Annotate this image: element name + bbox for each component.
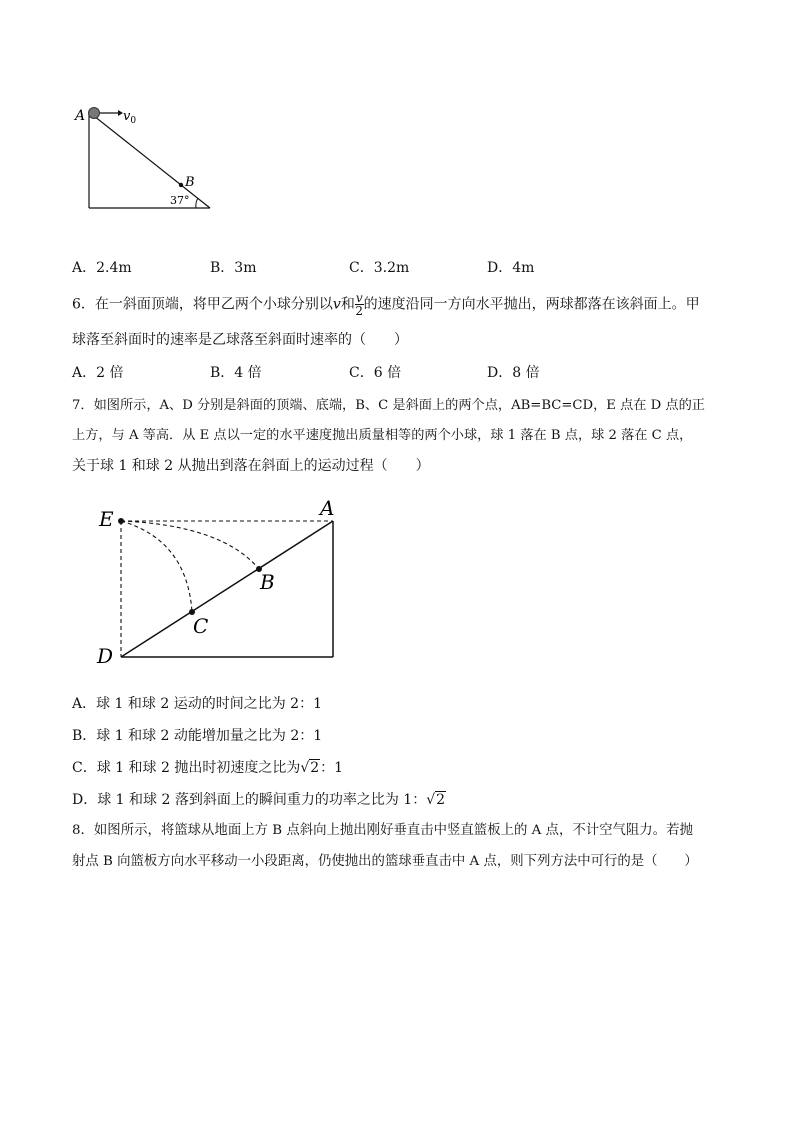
q6-stem-line2: 球落至斜面时的速率是乙球落至斜面时速率的（ ）: [72, 332, 408, 348]
q7-option-b: B．球 1 和球 2 动能增加量之比为 2：1: [72, 728, 323, 744]
q7-option-c: C．球 1 和球 2 抛出时初速度之比为√2：1: [72, 760, 344, 776]
q7-stem-line1: 7．如图所示，A、D 分别是斜面的顶端、底端，B、C 是斜面上的两个点，AB=BC=CD，E 点在 D 点的正: [72, 398, 705, 413]
q6-stem-line1: 6．在一斜面顶端，将甲乙两个小球分别以v和 $\frac{v}{2}$ 的速度沿同一方向水平抛出，两球都落在该斜面上。甲: [72, 291, 700, 318]
q8-stem-line1: 8．如图所示，将篮球从地面上方 B 点斜向上抛出刚好垂直击中竖直篮板上的 A 点，不计空气阻力。若抛: [72, 823, 693, 838]
slope-DA: [121, 521, 333, 657]
q5-option-d: D．4m: [487, 260, 535, 276]
point-E: [118, 518, 124, 524]
point-B: [179, 183, 183, 187]
q6-option-b: B．4 倍: [210, 365, 262, 381]
q7-option-a: A．球 1 和球 2 运动的时间之比为 2：1: [72, 696, 322, 712]
label-A: A: [75, 108, 86, 124]
q7-stem-line2: 上方，与 A 等高．从 E 点以一定的水平速度抛出质量相等的两个小球，球 1 落在 B 点，球 2 落在 C 点，: [72, 428, 693, 443]
fraction-v-over-2: $\frac{v}{2}$: [355, 291, 364, 318]
angle-arc: [196, 198, 198, 208]
label-E: E: [99, 507, 114, 531]
q8-stem-line2: 射点 B 向篮板方向水平移动一小段距离，仍使抛出的篮球垂直击中 A 点，则下列方法中可行的是（ ）: [72, 854, 698, 869]
incline-figure-q5: [70, 100, 220, 215]
q7-stem-line3: 关于球 1 和球 2 从抛出到落在斜面上的运动过程（ ）: [72, 458, 430, 474]
label-D: D: [97, 644, 114, 668]
label-B: B: [260, 570, 275, 594]
label-C: C: [193, 614, 209, 638]
trajectory-ball-1: [121, 521, 259, 569]
slope-side: [89, 112, 210, 208]
q6-option-d: D．8 倍: [487, 365, 540, 381]
label-A: A: [320, 496, 335, 520]
sqrt-2: √2: [426, 792, 446, 808]
q5-option-a: A．2.4m: [72, 260, 132, 276]
incline-figure-q7: [92, 495, 342, 670]
q6-option-c: C．6 倍: [349, 365, 402, 381]
label-B: B: [185, 175, 195, 190]
trajectory-ball-2: [121, 521, 192, 612]
q6-option-a: A．2 倍: [72, 365, 124, 381]
label-v0: $v_0$: [123, 109, 137, 126]
sqrt-2: √2: [300, 760, 320, 776]
q5-option-b: B．3m: [210, 260, 257, 276]
angle-label: 37°: [170, 194, 190, 207]
q5-option-c: C．3.2m: [349, 260, 410, 276]
q7-option-d: D．球 1 和球 2 落到斜面上的瞬间重力的功率之比为 1：√2: [72, 792, 446, 808]
ball: [89, 108, 100, 119]
